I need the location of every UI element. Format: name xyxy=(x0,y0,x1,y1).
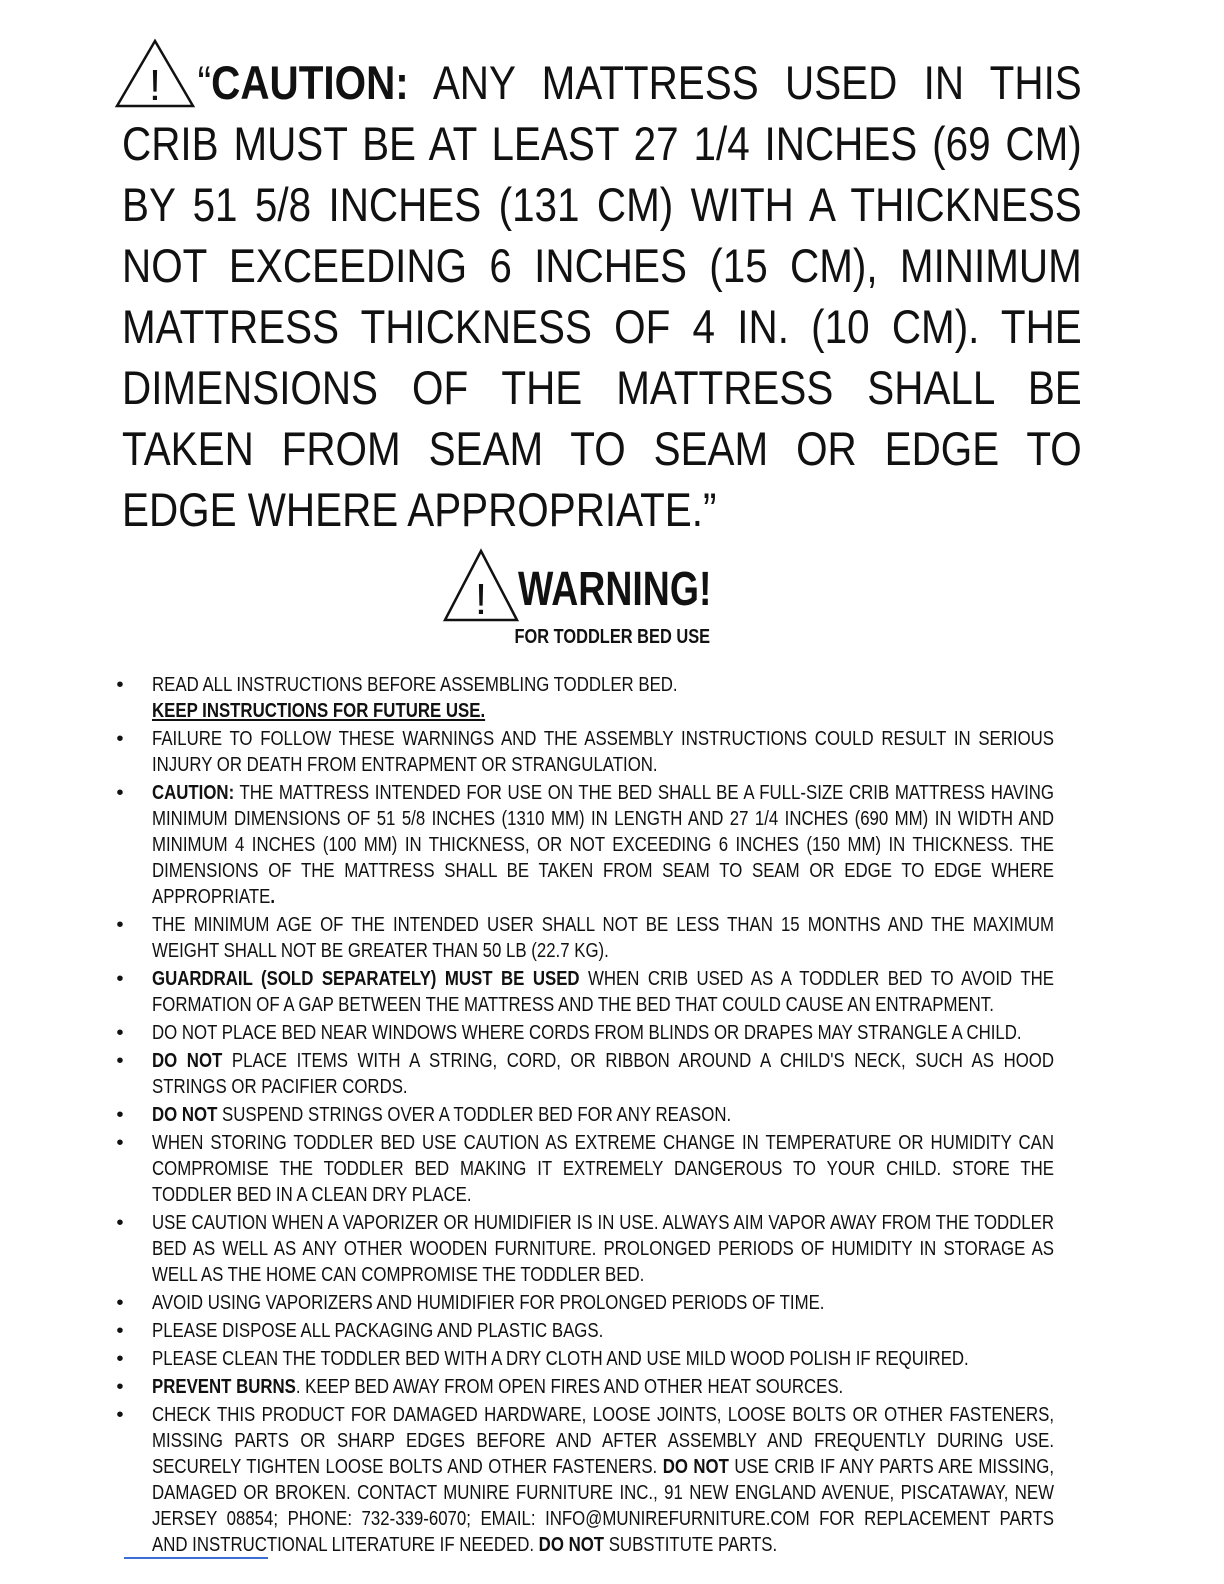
caution-line-4: NOT EXCEEDING 6 INCHES (15 CM), MINIMUM xyxy=(122,239,1082,292)
caution-line-5: MATTRESS THICKNESS OF 4 IN. (10 CM). THE xyxy=(122,300,1082,353)
svg-text:!: ! xyxy=(148,61,162,110)
list-item: • DO NOT PLACE BED NEAR WINDOWS WHERE CORDS FROM BLINDS OR DRAPES MAY STRANGLE A CHILD. xyxy=(116,1021,1022,1044)
list-item: • DO NOT SUSPEND STRINGS OVER A TODDLER BED FOR ANY REASON. xyxy=(116,1103,732,1126)
list-item: • PLEASE CLEAN THE TODDLER BED WITH A DRY CLOTH AND USE MILD WOOD POLISH IF REQUIRED. xyxy=(116,1347,969,1370)
caution-line-3: BY 51 5/8 INCHES (131 CM) WITH A THICKNESS xyxy=(122,178,1082,231)
list-item: • CHECK THIS PRODUCT FOR DAMAGED HARDWARE, LOOSE JOINTS, LOOSE BOLTS OR OTHER FASTENERS, MISSING PARTS OR SHARP EDGES BEFORE AND AFTER ASSEMBLY AND FREQUENTLY DURING USE. SECURELY TIGHTEN LOOSE BOLTS AND OTHER FASTENERS. DO NOT USE CRIB IF ANY PARTS ARE MISSING, DAMAGED OR BROKEN. CONTACT MUNIRE FURNITURE INC., 91 NEW ENGLAND AVENUE, PISCATAWAY, NEW JERSEY 08854; PHONE: 732-339-6070; EMAIL: INFO@MUNIREFURNITURE.COM FOR REPLACEMENT PARTS AND INSTRUCTIONAL LITERATURE IF NEEDED. DO NOT SUBSTITUTE PARTS. xyxy=(116,1403,1054,1556)
list-item: • FAILURE TO FOLLOW THESE WARNINGS AND THE ASSEMBLY INSTRUCTIONS COULD RESULT IN SERIOUS INJURY OR DEATH FROM ENTRAPMENT OR STRANGULATION. xyxy=(116,727,1054,776)
caution-label: CAUTION: xyxy=(211,56,409,109)
caution-line-8: EDGE WHERE APPROPRIATE.” xyxy=(122,483,717,536)
caution-statement xyxy=(122,52,1082,540)
list-item: • THE MINIMUM AGE OF THE INTENDED USER SHALL NOT BE LESS THAN 15 MONTHS AND THE MAXIMUM WEIGHT SHALL NOT BE GREATER THAN 50 LB (22.7 KG). xyxy=(116,913,1054,962)
list-item: • USE CAUTION WHEN A VAPORIZER OR HUMIDIFIER IS IN USE. ALWAYS AIM VAPOR AWAY FROM THE TODDLER BED AS WELL AS ANY OTHER WOODEN FURNITURE. PROLONGED PERIODS OF HUMIDITY IN STORAGE AS WELL AS THE HOME CAN COMPROMISE THE TODDLER BED. xyxy=(116,1211,1054,1286)
footer-rule xyxy=(124,1557,268,1559)
list-item: • PREVENT BURNS. KEEP BED AWAY FROM OPEN FIRES AND OTHER HEAT SOURCES. xyxy=(116,1375,844,1398)
caution-line-6: DIMENSIONS OF THE MATTRESS SHALL BE xyxy=(122,361,1082,414)
warning-triangle-icon xyxy=(442,548,520,624)
list-item: • AVOID USING VAPORIZERS AND HUMIDIFIER FOR PROLONGED PERIODS OF TIME. xyxy=(116,1291,825,1314)
caution-line-1: “CAUTION: ANY MATTRESS USED IN THIS xyxy=(197,56,1082,109)
warning-list xyxy=(112,672,1082,1558)
svg-text:!: ! xyxy=(474,575,488,624)
warning-subtitle: FOR TODDLER BED USE xyxy=(514,626,710,648)
list-item: • PLEASE DISPOSE ALL PACKAGING AND PLASTIC BAGS. xyxy=(116,1319,604,1342)
list-item: • DO NOT PLACE ITEMS WITH A STRING, CORD, OR RIBBON AROUND A CHILD'S NECK, SUCH AS HOOD STRINGS OR PACIFIER CORDS. xyxy=(116,1049,1054,1098)
list-item: • READ ALL INSTRUCTIONS BEFORE ASSEMBLING TODDLER BED. KEEP INSTRUCTIONS FOR FUTURE USE. xyxy=(116,673,678,722)
keep-instructions-note: KEEP INSTRUCTIONS FOR FUTURE USE. xyxy=(152,699,486,722)
caution-line-2: CRIB MUST BE AT LEAST 27 1/4 INCHES (69 CM) xyxy=(122,117,1082,170)
list-item: • CAUTION: THE MATTRESS INTENDED FOR USE ON THE BED SHALL BE A FULL-SIZE CRIB MATTRESS HAVING MINIMUM DIMENSIONS OF 51 5/8 INCHES (1310 MM) IN LENGTH AND 27 1/4 INCHES (690 MM) IN WIDTH AND MINIMUM 4 INCHES (100 MM) IN THICKNESS, OR NOT EXCEEDING 6 INCHES (150 MM) IN THICKNESS. THE DIMENSIONS OF THE MATTRESS SHALL BE TAKEN FROM SEAM TO SEAM OR EDGE TO EDGE WHERE APPROPRIATE. xyxy=(116,781,1054,908)
warning-title: WARNING! xyxy=(518,563,712,616)
warning-subtitle-wrap xyxy=(0,626,1224,649)
caution-line-7: TAKEN FROM SEAM TO SEAM OR EDGE TO xyxy=(122,422,1082,475)
list-item: • WHEN STORING TODDLER BED USE CAUTION AS EXTREME CHANGE IN TEMPERATURE OR HUMIDITY CAN COMPROMISE THE TODDLER BED MAKING IT EXTREMELY DANGEROUS TO YOUR CHILD. STORE THE TODDLER BED IN A CLEAN DRY PLACE. xyxy=(116,1131,1054,1206)
list-item: • GUARDRAIL (SOLD SEPARATELY) MUST BE USED WHEN CRIB USED AS A TODDLER BED TO AVOID THE FORMATION OF A GAP BETWEEN THE MATTRESS AND THE BED THAT COULD CAUSE AN ENTRAPMENT. xyxy=(116,967,1054,1016)
